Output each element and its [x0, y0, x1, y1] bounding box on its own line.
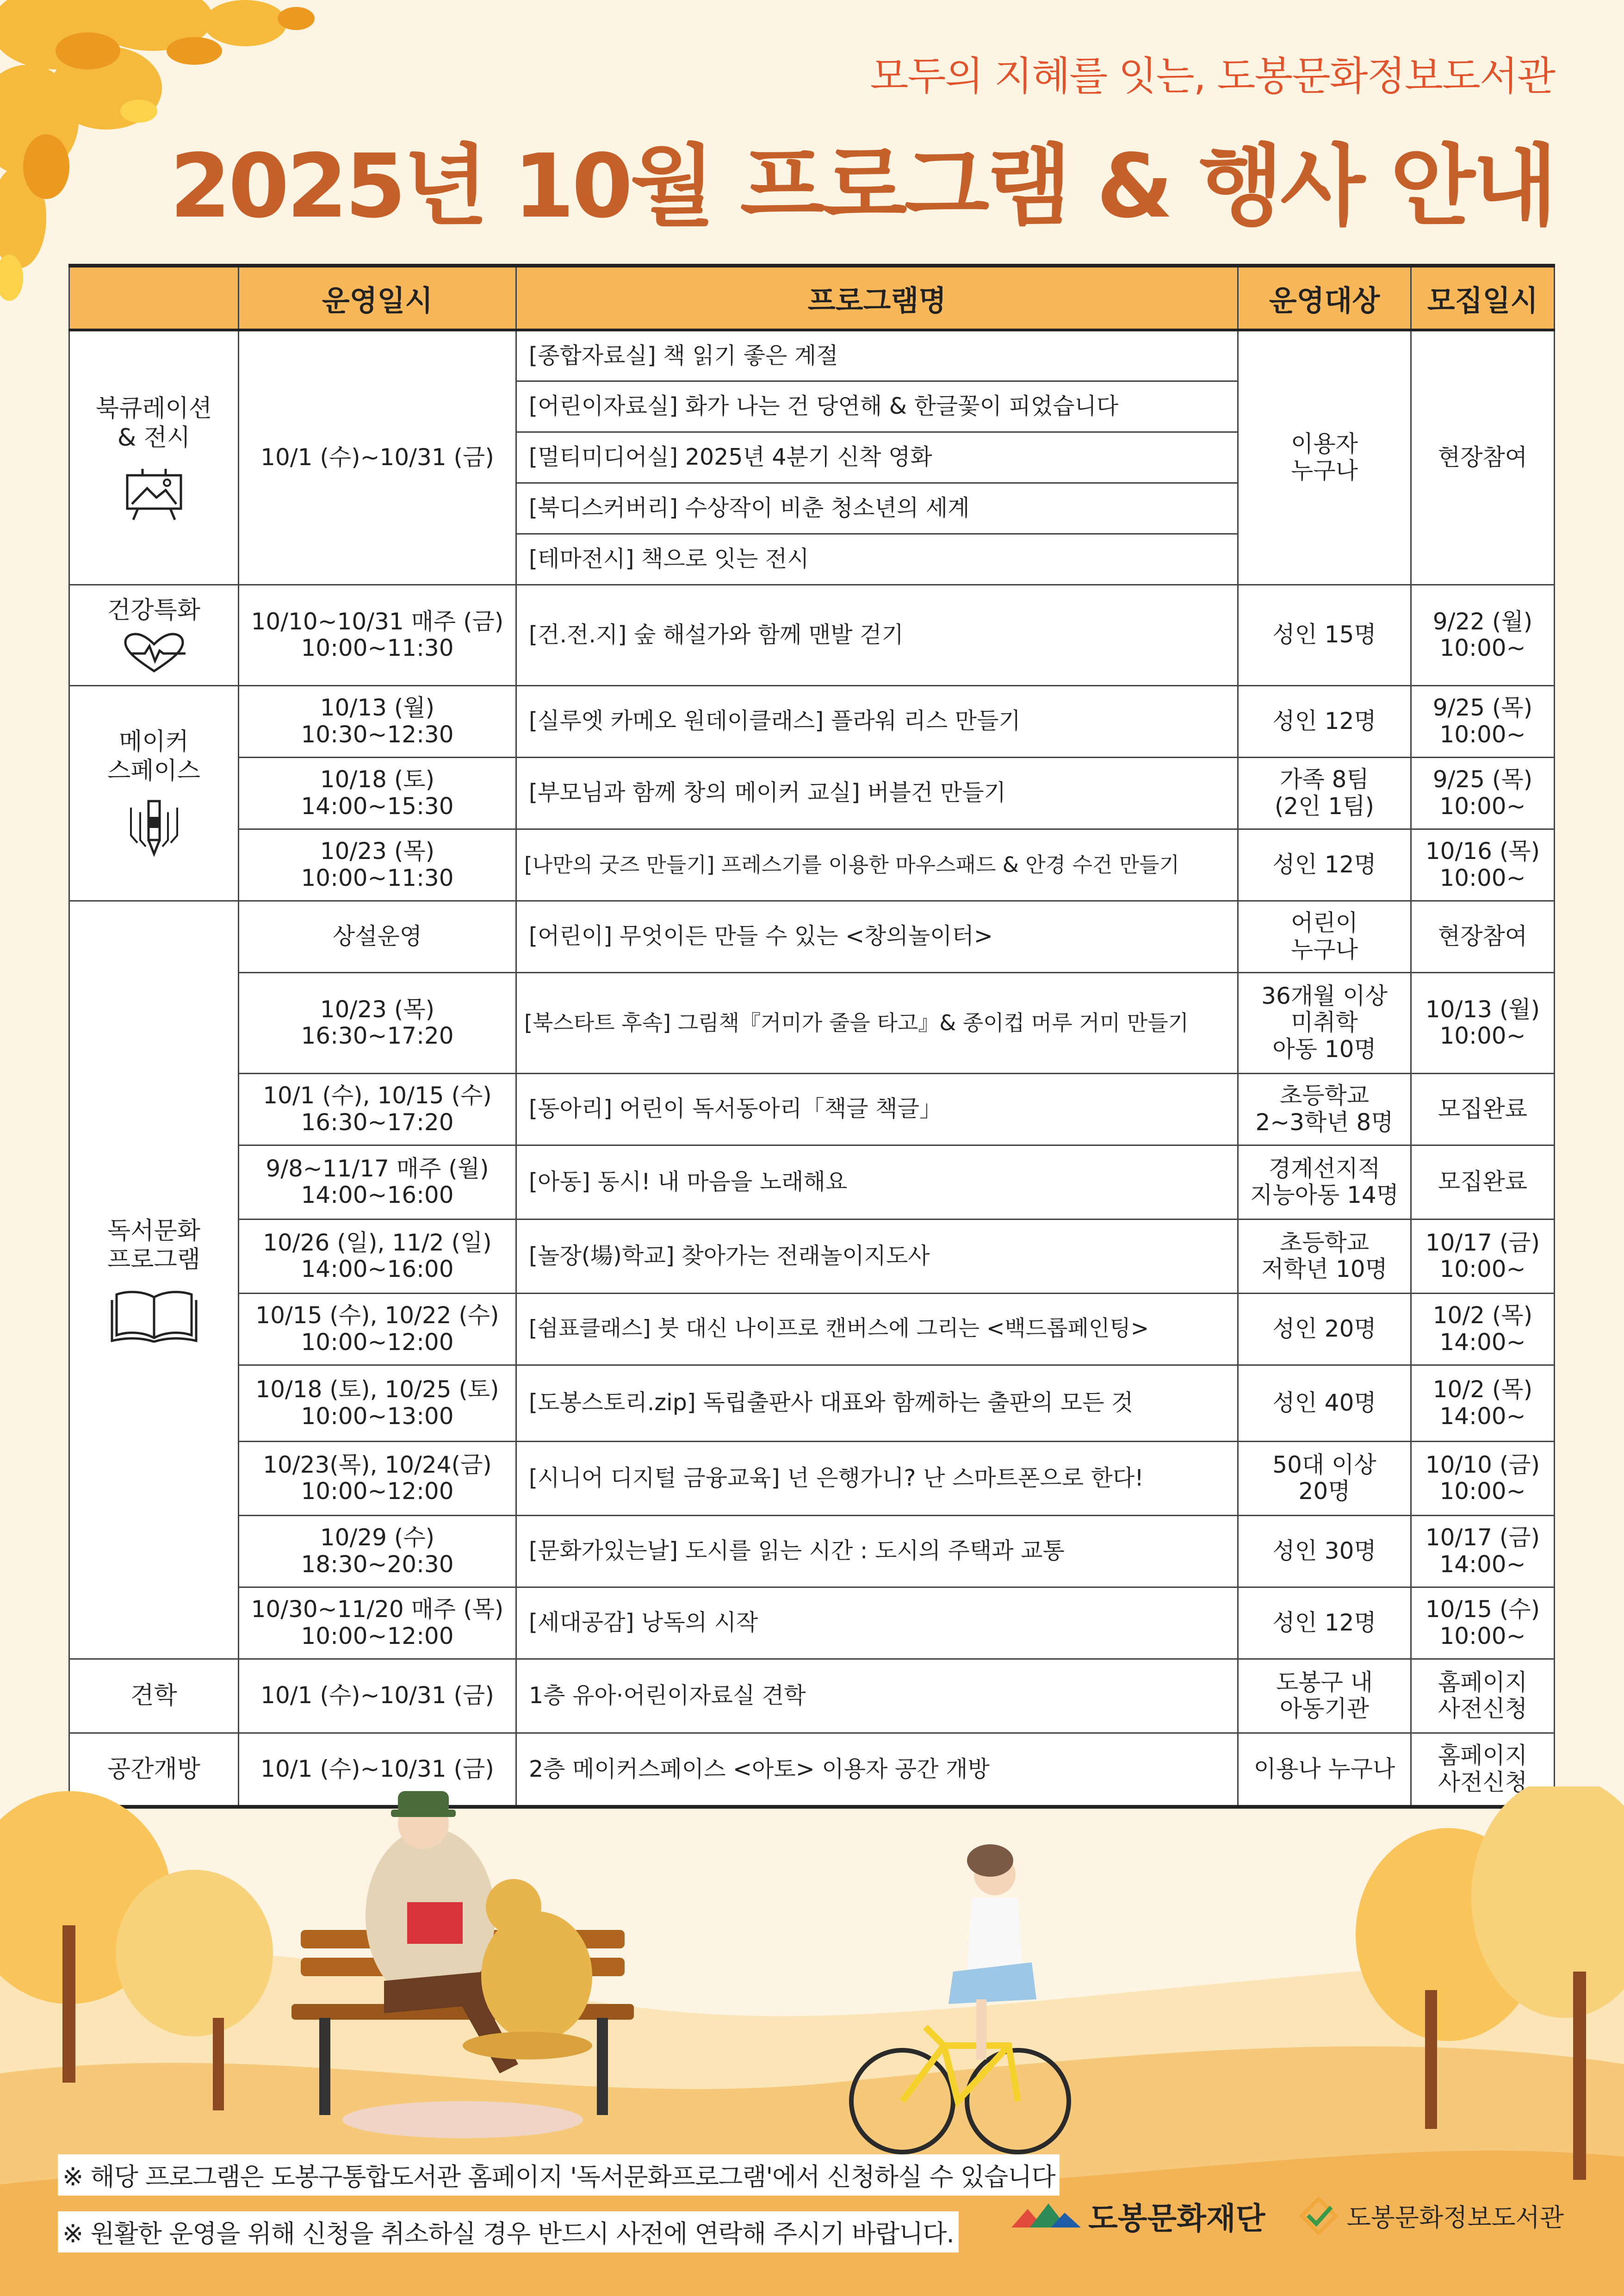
- table-row: [69, 585, 1555, 685]
- program-name: [건.전.지] 숲 해설가와 함께 맨발 걷기: [516, 585, 1238, 685]
- program-name: [쉼표클래스] 붓 대신 나이프로 캔버스에 그리는 <백드롭페인팅>: [516, 1293, 1238, 1365]
- row-date: 10/1 (수)~10/31 (금): [239, 1659, 516, 1733]
- header-recruit: 모집일시: [1411, 266, 1555, 330]
- table-row: [69, 1219, 1555, 1293]
- row-recruit: 9/25 (목) 10:00~: [1411, 757, 1555, 829]
- library-logo: 도봉문화정보도서관: [1298, 2195, 1564, 2237]
- program-name: [시니어 디지털 금융교육] 넌 은행가니? 난 스마트폰으로 한다!: [516, 1441, 1238, 1515]
- pencil-tools-icon: [122, 798, 186, 859]
- table-row: [69, 1441, 1555, 1515]
- program-name: [아동] 동시! 내 마음을 노래해요: [516, 1145, 1238, 1219]
- table-row: [69, 901, 1555, 972]
- library-emblem-icon: [1298, 2195, 1339, 2237]
- program-name: [문화가있는날] 도시를 읽는 시간 : 도시의 주택과 교통: [516, 1515, 1238, 1587]
- category-tour: 견학: [69, 1659, 239, 1733]
- program-name: [실루엣 카메오 원데이클래스] 플라워 리스 만들기: [516, 685, 1238, 757]
- table-row: [69, 757, 1555, 829]
- program-name: [부모님과 함께 창의 메이커 교실] 버블건 만들기: [516, 757, 1238, 829]
- row-recruit: 현장참여: [1411, 901, 1555, 972]
- table-row: [69, 330, 1555, 381]
- row-date: 10/23(목), 10/24(금) 10:00~12:00: [239, 1441, 516, 1515]
- table-row: [69, 1145, 1555, 1219]
- row-date: 10/30~11/20 매주 (목) 10:00~12:00: [239, 1587, 516, 1659]
- row-recruit: 9/25 (목) 10:00~: [1411, 685, 1555, 757]
- header-date: 운영일시: [239, 266, 516, 330]
- row-date: 10/26 (일), 11/2 (일) 14:00~16:00: [239, 1219, 516, 1293]
- book-target: 이용자 누구나: [1238, 330, 1411, 585]
- logos: [1011, 2194, 1564, 2238]
- program-name: [동아리] 어린이 독서동아리「책글 책글」: [516, 1073, 1238, 1145]
- page-title: 2025년 10월 프로그램 & 행사 안내: [169, 135, 1555, 237]
- category-maker-space: 메이커 스페이스: [69, 685, 239, 901]
- table-row: [69, 1293, 1555, 1365]
- program-name: [나만의 굿즈 만들기] 프레스기를 이용한 마우스패드 & 안경 수건 만들기: [516, 829, 1238, 901]
- row-recruit: 10/2 (목) 14:00~: [1411, 1365, 1555, 1441]
- note-application: ※ 해당 프로그램은 도봉구통합도서관 홈페이지 '독서문화프로그램'에서 신청하실 수 있습니다: [58, 2154, 1060, 2196]
- row-date: 10/15 (수), 10/22 (수) 10:00~12:00: [239, 1293, 516, 1365]
- header-category: [69, 266, 239, 330]
- row-recruit: 9/22 (월) 10:00~: [1411, 585, 1555, 685]
- book-recruit: 현장참여: [1411, 330, 1555, 585]
- table-row: [69, 1365, 1555, 1441]
- row-recruit: 10/17 (금) 10:00~: [1411, 1219, 1555, 1293]
- book-date: 10/1 (수)~10/31 (금): [239, 330, 516, 585]
- row-target: 어린이 누구나: [1238, 901, 1411, 972]
- program-name: [도봉스토리.zip] 독립출판사 대표와 함께하는 출판의 모든 것: [516, 1365, 1238, 1441]
- table-row: [69, 829, 1555, 901]
- row-target: 성인 12명: [1238, 1587, 1411, 1659]
- row-recruit: 모집완료: [1411, 1073, 1555, 1145]
- row-recruit: 10/17 (금) 14:00~: [1411, 1515, 1555, 1587]
- category-health: 건강특화: [69, 585, 239, 685]
- foundation-logo: 도봉문화재단: [1011, 2194, 1265, 2238]
- row-target: 36개월 이상 미취학 아동 10명: [1238, 972, 1411, 1073]
- table-row: [69, 1587, 1555, 1659]
- row-recruit: 10/15 (수) 10:00~: [1411, 1587, 1555, 1659]
- category-space-open: 공간개방: [69, 1733, 239, 1807]
- row-date: 상설운영: [239, 901, 516, 972]
- mountain-logo-icon: [1011, 2200, 1081, 2232]
- table-row: [69, 972, 1555, 1073]
- row-target: 성인 12명: [1238, 685, 1411, 757]
- row-date: 9/8~11/17 매주 (월) 14:00~16:00: [239, 1145, 516, 1219]
- table-row: [69, 1073, 1555, 1145]
- row-date: 10/18 (토), 10/25 (토) 10:00~13:00: [239, 1365, 516, 1441]
- row-target: 성인 30명: [1238, 1515, 1411, 1587]
- row-date: 10/13 (월) 10:30~12:30: [239, 685, 516, 757]
- table-row: [69, 1515, 1555, 1587]
- program-name: 1층 유아·어린이자료실 견학: [516, 1659, 1238, 1733]
- program-name: [멀티미디어실] 2025년 4분기 신착 영화: [516, 432, 1238, 483]
- row-date: 10/23 (목) 10:00~11:30: [239, 829, 516, 901]
- easel-icon: [122, 465, 186, 521]
- row-recruit: 10/13 (월) 10:00~: [1411, 972, 1555, 1073]
- program-name: [어린이] 무엇이든 만들 수 있는 <창의놀이터>: [516, 901, 1238, 972]
- row-date: 10/18 (토) 14:00~15:30: [239, 757, 516, 829]
- row-recruit: 홈페이지 사전신청: [1411, 1659, 1555, 1733]
- note-cancellation: ※ 원활한 운영을 위해 신청을 취소하실 경우 반드시 사전에 연락해 주시기 바랍니다.: [58, 2211, 959, 2252]
- row-recruit: 10/2 (목) 14:00~: [1411, 1293, 1555, 1365]
- header-target: 운영대상: [1238, 266, 1411, 330]
- program-name: 2층 메이커스페이스 <아토> 이용자 공간 개방: [516, 1733, 1238, 1807]
- table-row: [69, 1659, 1555, 1733]
- program-name: [세대공감] 낭독의 시작: [516, 1587, 1238, 1659]
- row-target: 초등학교 2~3학년 8명: [1238, 1073, 1411, 1145]
- program-name: [북디스커버리] 수상작이 비춘 청소년의 세계: [516, 483, 1238, 534]
- row-target: 성인 20명: [1238, 1293, 1411, 1365]
- program-name: [종합자료실] 책 읽기 좋은 계절: [516, 330, 1238, 381]
- row-target: 가족 8팀 (2인 1팀): [1238, 757, 1411, 829]
- row-date: 10/23 (목) 16:30~17:20: [239, 972, 516, 1073]
- row-target: 성인 12명: [1238, 829, 1411, 901]
- row-target: 이용나 누구나: [1238, 1733, 1411, 1807]
- row-target: 도봉구 내 아동기관: [1238, 1659, 1411, 1733]
- header-program: 프로그램명: [516, 266, 1238, 330]
- row-date: 10/1 (수)~10/31 (금): [239, 1733, 516, 1807]
- row-date: 10/1 (수), 10/15 (수) 16:30~17:20: [239, 1073, 516, 1145]
- heartbeat-icon: [122, 632, 186, 674]
- row-target: 50대 이상 20명: [1238, 1441, 1411, 1515]
- row-target: 초등학교 저학년 10명: [1238, 1219, 1411, 1293]
- table-row: [69, 685, 1555, 757]
- program-name: [놀장(場)학교] 찾아가는 전래놀이지도사: [516, 1219, 1238, 1293]
- row-recruit: 모집완료: [1411, 1145, 1555, 1219]
- header-subtitle: 모두의 지혜를 잇는, 도봉문화정보도서관: [870, 53, 1555, 100]
- row-recruit: 10/16 (목) 10:00~: [1411, 829, 1555, 901]
- row-target: 성인 15명: [1238, 585, 1411, 685]
- program-schedule-table: [68, 264, 1555, 1809]
- row-date: 10/29 (수) 18:30~20:30: [239, 1515, 516, 1587]
- row-target: 성인 40명: [1238, 1365, 1411, 1441]
- category-book-curation: 북큐레이션 & 전시: [69, 330, 239, 585]
- row-recruit: 홈페이지 사전신청: [1411, 1733, 1555, 1807]
- notes-section: [58, 2154, 1060, 2268]
- program-name: [어린이자료실] 화가 나는 건 당연해 & 한글꽃이 피었습니다: [516, 381, 1238, 432]
- open-book-icon: [110, 1287, 198, 1343]
- row-recruit: 10/10 (금) 10:00~: [1411, 1441, 1555, 1515]
- program-name: [북스타트 후속] 그림책『거미가 줄을 타고』& 종이컵 머루 거미 만들기: [516, 972, 1238, 1073]
- category-reading-culture: 독서문화 프로그램: [69, 901, 239, 1659]
- row-date: 10/10~10/31 매주 (금) 10:00~11:30: [239, 585, 516, 685]
- program-name: [테마전시] 책으로 잇는 전시: [516, 534, 1238, 585]
- row-target: 경계선지적 지능아동 14명: [1238, 1145, 1411, 1219]
